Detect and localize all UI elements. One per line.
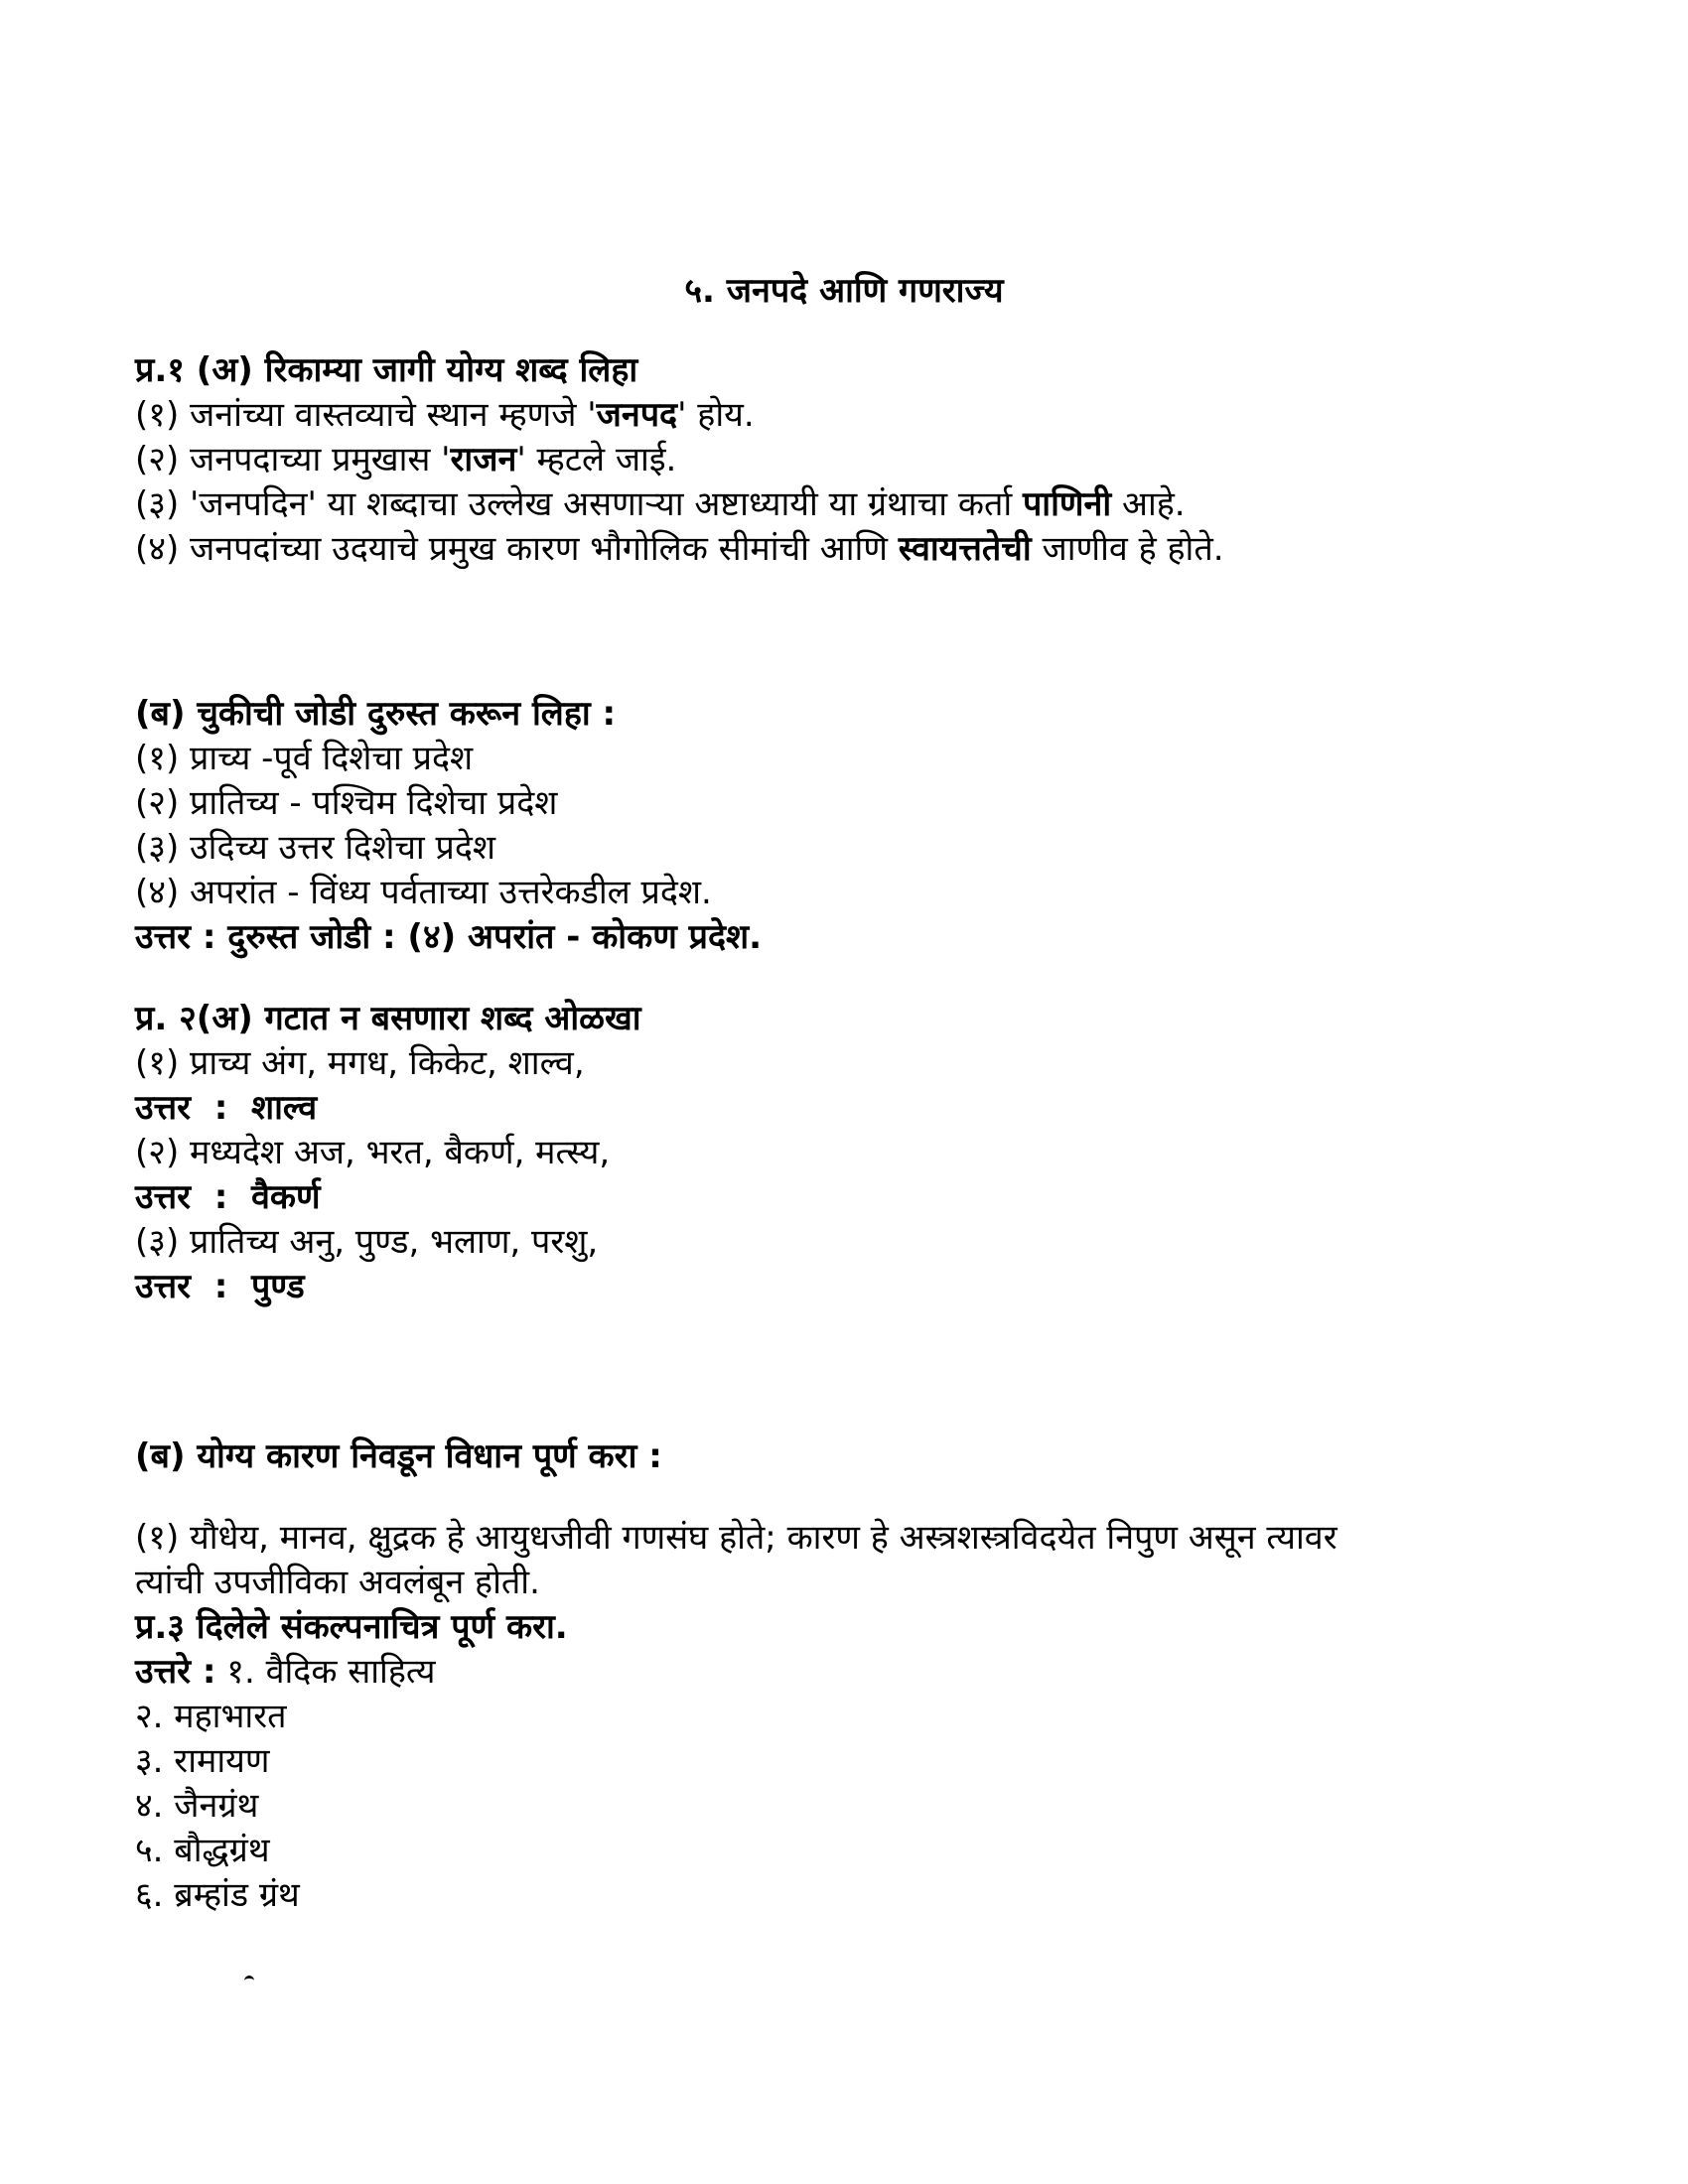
- answer-word: जनपद: [596, 395, 678, 435]
- list-item: ४. जैनग्रंथ: [135, 1786, 259, 1826]
- question-2b-body: [135, 1516, 1565, 1605]
- list-item: ६. ब्रम्हांड ग्रंथ: [135, 1875, 300, 1915]
- list-item: २. महाभारत: [135, 1697, 287, 1736]
- question-1b-heading: (ब) चुकीची जोडी दुरुस्त करून लिहा :: [135, 694, 617, 734]
- list-item: उत्तरे : १. वैदिक साहित्य: [135, 1652, 436, 1692]
- question-2a: [135, 997, 1565, 1309]
- answer-line: उत्तर : वैकर्ण: [135, 1177, 321, 1217]
- question-2b-heading: (ब) योग्य कारण निवडून विधान पूर्ण करा :: [135, 1436, 662, 1476]
- question-3-heading: प्र.३ दिलेले संकल्पनाचित्र पूर्ण करा.: [135, 1607, 568, 1647]
- list-item: (३) 'जनपदिन' या शब्दाचा उल्लेख असणाऱ्या अष्टाध्यायी या ग्रंथाचा कर्ता पाणिनी आहे.: [135, 484, 1186, 524]
- list-item: (३) उदिच्य उत्तर दिशेचा प्रदेश: [135, 828, 496, 868]
- answer-word: स्वायत्ततेची: [898, 529, 1032, 569]
- question-2a-heading: प्र. २(अ) गटात न बसणारा शब्द ओळखा: [135, 999, 641, 1038]
- stray-mark: [244, 1976, 254, 1983]
- list-item: (१) जनांच्या वास्तव्याचे स्थान म्हणजे 'जनपद' होय.: [135, 395, 755, 435]
- statement-line: (१) यौधेय, मानव, क्षुद्रक हे आयुधजीवी गणसंघ होते; कारण हे अस्त्रशस्त्रविदयेत निपुण असून त्यावर: [135, 1518, 1337, 1558]
- list-item: (२) जनपदाच्या प्रमुखास 'राजन' म्हटले जाई.: [135, 440, 677, 479]
- answer-line: उत्तर : पुण्ड: [135, 1267, 305, 1306]
- list-item: ३. रामायण: [135, 1741, 270, 1781]
- list-item: (२) प्रातिच्य - पश्चिम दिशेचा प्रदेश: [135, 783, 558, 823]
- answer-line: उत्तर : दुरुस्त जोडी : (४) अपरांत - कोकण प्रदेश.: [135, 917, 763, 957]
- list-item: ५. बौद्धग्रंथ: [135, 1831, 270, 1870]
- list-item: (४) अपरांत - विंध्य पर्वताच्या उत्तरेकडील प्रदेश.: [135, 873, 712, 912]
- question-1b: [135, 692, 1565, 960]
- question-1a: [135, 348, 1565, 572]
- list-item: (२) मध्यदेश अज, भरत, बैकर्ण, मत्स्य,: [135, 1133, 611, 1172]
- answer-label: उत्तरे :: [135, 1652, 216, 1692]
- question-3: [135, 1605, 1565, 1918]
- answer-line: उत्तर : शाल्व: [135, 1088, 318, 1128]
- answer-word: राजन: [450, 440, 517, 479]
- question-1a-heading: प्र.१ (अ) रिकाम्या जागी योग्य शब्द लिहा: [135, 350, 638, 390]
- list-item: (४) जनपदांच्या उदयाचे प्रमुख कारण भौगोलिक सीमांची आणि स्वायत्ततेची जाणीव हे होते.: [135, 529, 1224, 569]
- answer-word: पाणिनी: [1022, 484, 1112, 524]
- list-item: (३) प्रातिच्य अनु, पुण्ड, भलाण, परशु,: [135, 1222, 599, 1262]
- list-item: (१) प्राच्य -पूर्व दिशेचा प्रदेश: [135, 739, 474, 778]
- list-item: (१) प्राच्य अंग, मगध, किकेट, शाल्व,: [135, 1043, 585, 1083]
- statement-line: त्यांची उपजीविका अवलंबून होती.: [135, 1563, 540, 1602]
- page-title: ५. जनपदे आणि गणराज्य: [684, 271, 1004, 311]
- question-2b: [135, 1434, 1565, 1479]
